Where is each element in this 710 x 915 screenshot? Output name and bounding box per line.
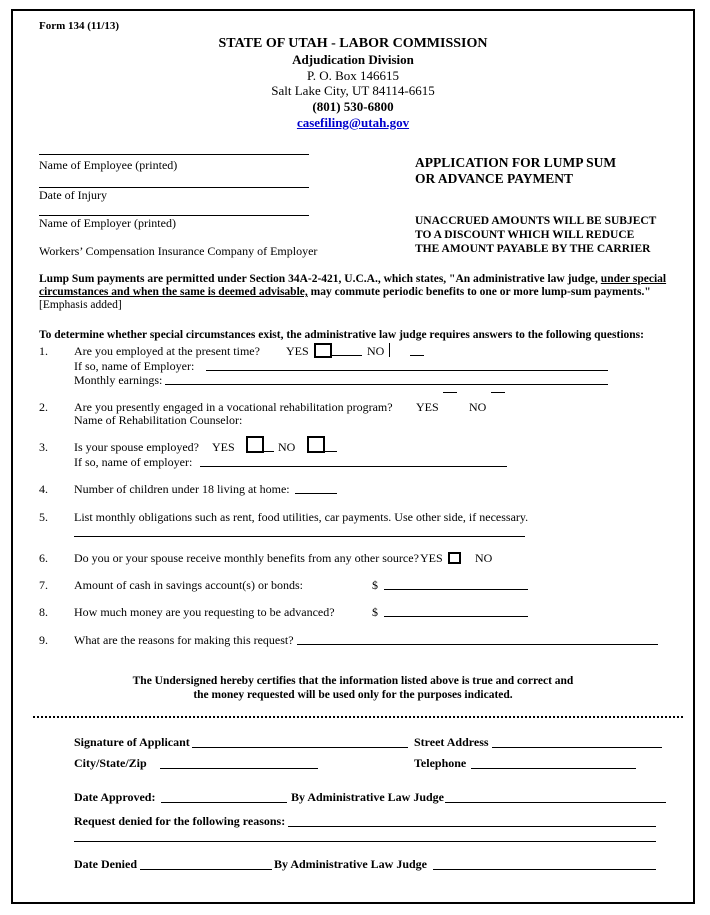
warning-line3: THE AMOUNT PAYABLE BY THE CARRIER bbox=[415, 243, 651, 255]
q3-yes-label: YES bbox=[212, 440, 235, 454]
q3-no-label: NO bbox=[278, 440, 296, 454]
q2-yes-line[interactable] bbox=[443, 392, 457, 393]
q1-yes-line bbox=[332, 355, 362, 356]
q9-number: 9. bbox=[39, 633, 48, 647]
q4-children-line[interactable] bbox=[295, 493, 337, 494]
q3-no-line bbox=[325, 451, 337, 452]
signature-label: Signature of Applicant bbox=[74, 735, 190, 749]
date-of-injury-label: Date of Injury bbox=[39, 188, 107, 202]
q6-no-label: NO bbox=[475, 551, 493, 565]
q5-number: 5. bbox=[39, 510, 48, 524]
q1-yes-label: YES bbox=[286, 344, 309, 358]
denied-reasons-line1[interactable] bbox=[288, 826, 656, 827]
q1-text: Are you employed at the present time? bbox=[74, 344, 260, 358]
approved-by-judge-label: By Administrative Law Judge bbox=[291, 790, 445, 804]
agency-name: STATE OF UTAH - LABOR COMMISSION bbox=[218, 36, 488, 51]
q8-number: 8. bbox=[39, 605, 48, 619]
q8-text: How much money are you requesting to be advanced? bbox=[74, 605, 335, 619]
employee-name-line[interactable] bbox=[39, 154, 309, 155]
q7-number: 7. bbox=[39, 578, 48, 592]
q2-yes-label: YES bbox=[416, 400, 439, 414]
date-denied-line[interactable] bbox=[140, 869, 272, 870]
telephone-line[interactable] bbox=[471, 768, 636, 769]
statute-paragraph bbox=[39, 273, 679, 312]
q6-yes-checkbox[interactable] bbox=[448, 552, 461, 564]
denied-reasons-label: Request denied for the following reasons: bbox=[74, 814, 286, 828]
q3-yes-line bbox=[264, 451, 274, 452]
city-state-zip-line[interactable] bbox=[160, 768, 318, 769]
q4-number: 4. bbox=[39, 482, 48, 496]
warning-line1: UNACCRUED AMOUNTS WILL BE SUBJECT bbox=[415, 215, 657, 227]
city-address: Salt Lake City, UT 84114-6615 bbox=[271, 83, 435, 98]
q9-reasons-line[interactable] bbox=[297, 644, 658, 645]
date-approved-label: Date Approved: bbox=[74, 790, 156, 804]
q9-text: What are the reasons for making this request? bbox=[74, 633, 294, 647]
employer-name-label: Name of Employer (printed) bbox=[39, 216, 176, 230]
street-address-label: Street Address bbox=[414, 735, 489, 749]
denied-by-judge-label: By Administrative Law Judge bbox=[274, 857, 428, 871]
statute-note: [Emphasis added] bbox=[39, 299, 122, 311]
q6-yes-label: YES bbox=[420, 551, 443, 565]
form-title-line1: APPLICATION FOR LUMP SUM bbox=[415, 155, 617, 170]
q2-no-label: NO bbox=[469, 400, 487, 414]
street-address-line[interactable] bbox=[492, 747, 662, 748]
q8-amount-line[interactable] bbox=[384, 616, 528, 617]
q7-text: Amount of cash in savings account(s) or bonds: bbox=[74, 578, 303, 592]
q1-earnings-label: Monthly earnings: bbox=[74, 373, 163, 387]
warning-line2: TO A DISCOUNT WHICH WILL REDUCE bbox=[415, 229, 635, 241]
q1-yes-checkbox[interactable] bbox=[314, 343, 332, 358]
form-id: Form 134 (11/13) bbox=[39, 20, 120, 32]
signature-line[interactable] bbox=[192, 747, 408, 748]
approved-by-judge-line[interactable] bbox=[445, 802, 666, 803]
dotted-separator bbox=[33, 716, 683, 718]
q7-amount-line[interactable] bbox=[384, 589, 528, 590]
form-title-line2: OR ADVANCE PAYMENT bbox=[415, 171, 574, 186]
insurance-company-label: Workers’ Compensation Insurance Company of Employer bbox=[39, 244, 318, 258]
phone-number: (801) 530-6800 bbox=[312, 99, 394, 114]
q1-employer-line[interactable] bbox=[206, 370, 608, 371]
po-box: P. O. Box 146615 bbox=[306, 68, 400, 83]
q3-employer-line[interactable] bbox=[200, 466, 507, 467]
q4-text: Number of children under 18 living at home: bbox=[74, 482, 290, 496]
employee-name-label: Name of Employee (printed) bbox=[39, 158, 178, 172]
q1-employer-label: If so, name of Employer: bbox=[74, 359, 195, 373]
city-state-zip-label: City/State/Zip bbox=[74, 756, 147, 770]
certification-line2: the money requested will be used only for the purposes indicated. bbox=[193, 689, 513, 701]
q5-obligations-line[interactable] bbox=[74, 536, 525, 537]
date-denied-label: Date Denied bbox=[74, 857, 137, 871]
q2-no-line[interactable] bbox=[491, 392, 505, 393]
form-page bbox=[11, 9, 695, 904]
certification-line1: The Undersigned hereby certifies that the information listed above is true and correct and bbox=[132, 675, 574, 687]
telephone-label: Telephone bbox=[414, 756, 467, 770]
q1-number: 1. bbox=[39, 344, 48, 358]
q3-employer-label: If so, name of employer: bbox=[74, 455, 193, 469]
q1-no-line[interactable] bbox=[410, 355, 424, 356]
q1-no-marker bbox=[389, 343, 390, 357]
denied-reasons-line2[interactable] bbox=[74, 841, 656, 842]
q3-text: Is your spouse employed? bbox=[74, 440, 199, 454]
q6-number: 6. bbox=[39, 551, 48, 565]
date-approved-line[interactable] bbox=[161, 802, 287, 803]
q1-no-label: NO bbox=[367, 344, 385, 358]
email-link[interactable]: casefiling@utah.gov bbox=[296, 115, 410, 130]
q5-text: List monthly obligations such as rent, food utilities, car payments. Use other side, if necessary. bbox=[74, 510, 529, 524]
q8-currency: $ bbox=[372, 605, 378, 619]
statute-emphasis: under special circumstances and when the same is deemed advisable, bbox=[39, 273, 667, 298]
instructions: To determine whether special circumstances exist, the administrative law judge requires answers to the following questions: bbox=[39, 329, 644, 341]
division-name: Adjudication Division bbox=[292, 52, 414, 67]
q3-no-checkbox[interactable] bbox=[307, 436, 325, 453]
q1-earnings-line[interactable] bbox=[165, 384, 608, 385]
q2-text: Are you presently engaged in a vocational rehabilitation program? bbox=[74, 400, 393, 414]
q3-number: 3. bbox=[39, 440, 48, 454]
q6-text: Do you or your spouse receive monthly benefits from any other source? bbox=[74, 551, 419, 565]
denied-by-judge-line[interactable] bbox=[433, 869, 656, 870]
q2-counselor-label: Name of Rehabilitation Counselor: bbox=[74, 413, 243, 427]
statute-lead: Lump Sum payments are permitted under Section 34A-2-421, U.C.A., which states, "An administrative law judge, bbox=[39, 273, 601, 285]
q3-yes-checkbox[interactable] bbox=[246, 436, 264, 453]
q7-currency: $ bbox=[372, 578, 378, 592]
q2-number: 2. bbox=[39, 400, 48, 414]
statute-rest: may commute periodic benefits to one or more lump-sum payments." bbox=[307, 286, 651, 298]
